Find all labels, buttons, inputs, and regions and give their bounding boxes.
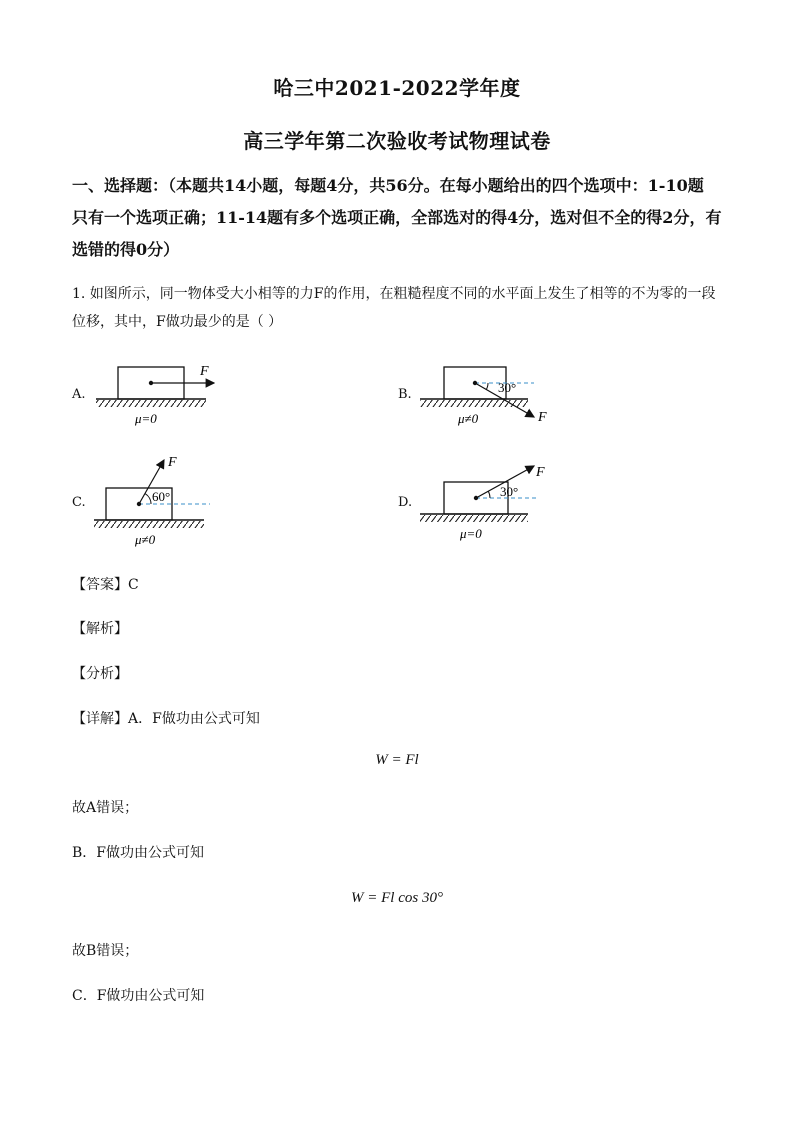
detail-line-b: B．F做功由公式可知 (72, 845, 205, 861)
fenxi-heading: 【分析】 (72, 666, 128, 682)
exam-title-line2: 高三学年第二次验收考试物理试卷 (243, 129, 551, 153)
friction-label: μ=0 (135, 411, 157, 426)
angle-arc (488, 491, 490, 498)
angle-label: 30° (500, 484, 519, 499)
formula-b: W = Fl cos 30° (351, 890, 443, 906)
formula-a: W = Fl (375, 752, 419, 768)
exam-title-line1: 哈三中2021-2022学年度 (273, 76, 521, 100)
analysis-heading: 【解析】 (72, 621, 128, 637)
option-a-label: A. (72, 387, 86, 402)
ground-hatch (420, 400, 528, 407)
ground-hatch (96, 400, 206, 407)
angle-arc (486, 383, 488, 390)
question-1-line2: 位移，其中，F做功最少的是（ ） (72, 314, 283, 330)
section-line3: 选错的得0分） (72, 240, 180, 259)
option-a-diagram (90, 355, 230, 435)
detail-line-a: 【详解】A．F做功由公式可知 (72, 711, 260, 727)
angle-label: 30° (498, 380, 517, 395)
friction-label: μ≠0 (458, 411, 479, 426)
friction-label: μ≠0 (135, 532, 156, 547)
option-d-diagram (412, 460, 572, 550)
answer-line: 【答案】C (72, 577, 139, 593)
conclusion-a: 故A错误； (72, 800, 139, 816)
section-instructions (72, 170, 732, 266)
section-line2: 只有一个选项正确；11-14题有多个选项正确，全部选对的得4分，选对但不全的得2分，有 (72, 208, 722, 227)
option-c-label: C. (72, 495, 86, 510)
conclusion-b: 故B错误； (72, 943, 139, 959)
ground-hatch (94, 521, 204, 528)
option-c-diagram (90, 452, 230, 552)
ground-hatch (420, 515, 528, 522)
question-1-stem (72, 280, 732, 336)
friction-label: μ=0 (460, 526, 482, 541)
force-label: F (200, 364, 209, 379)
question-1-line1: 1. 如图所示，同一物体受大小相等的力F的作用，在粗糙程度不同的水平面上发生了相等的不为零的一段 (72, 286, 716, 302)
option-b-label: B. (398, 387, 412, 402)
option-d-label: D. (398, 495, 413, 510)
angle-label: 60° (152, 489, 171, 504)
detail-line-c: C．F做功由公式可知 (72, 988, 205, 1004)
option-b-diagram (412, 355, 572, 435)
force-label: F (168, 455, 177, 470)
force-label: F (536, 465, 545, 480)
force-label: F (538, 410, 547, 425)
section-line1: 一、选择题：（本题共14小题，每题4分，共56分。在每小题给出的四个选项中：1-10题 (72, 176, 704, 195)
angle-arc (145, 494, 151, 504)
